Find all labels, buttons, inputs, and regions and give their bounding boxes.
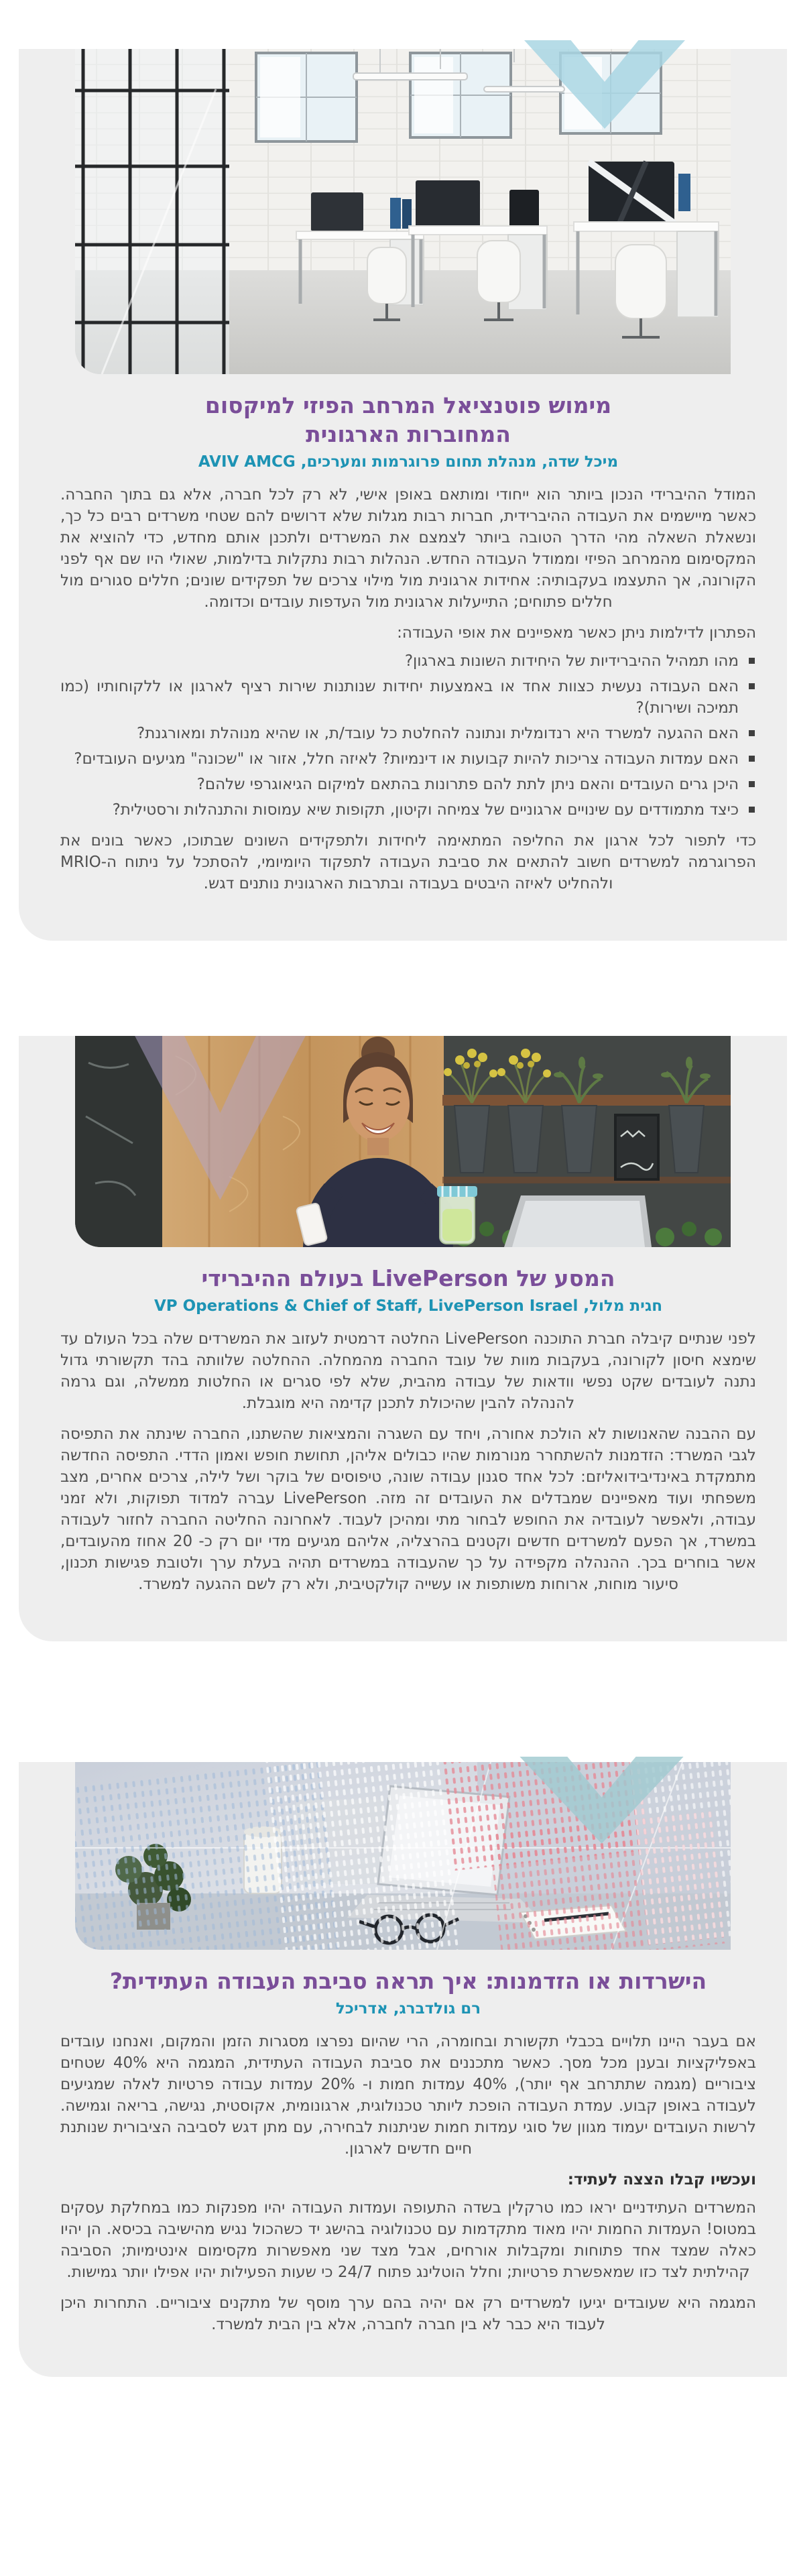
bullet-list xyxy=(60,650,756,821)
paragraph: עם ההבנה שהאנושות לא הולכת אחורה, ויחד עם השגרה והמציאות שהשתנו, החברה שינתה את התפיסה לגבי המשרד: הזדמנות להשתחרר מנורמות שהיו כבולים אליהן, תחושת חופש ואמון הדדי. התפיסה החדשה מתמקדת באינדיבידואליזם: לכל אחד סגנון עבודה שונה, טיפוסים של בוקר ושל לילה, צרכים אחרים, מצב משפחתי ועוד מאפיינים שמבדלים את העובדים זה מזה. LivePerson עברה למדוד תפוקות, ולא זמני עבודה, ולאפשר לעובדיה את החופש לבחור מתי ומהיכן לעבוד. לאחרונה החליטה החברה לחזור לעבודה במשרד, אך הפעם למשרדים חדשים וקטנים בהרצליה, אליהם מגיעים מדי יום רק כ- 20 אחוז מהעובדים, אשר בוחרים בכך. ההנהלה מקפידה על כך שהעבודה במשרדים תהיה בעלת ערך ולטובת פגישות תכנון, סיעור מוחות, ארוחות משותפות או עשייה קולקטיבית, ולא רק לשם ההגעה למשרד. xyxy=(60,1425,756,1593)
article-title: הישרדות או הזדמנות: איך תראה סביבת העבודה העתידית? xyxy=(109,1967,707,1994)
article-title-line-1: מימוש פוטנציאל המרחב הפיזי למיקסום xyxy=(204,392,612,418)
bullet-item: מהו תמהיל ההיברידיות של היחידות השונות בארגון? xyxy=(60,650,756,672)
article-byline: חגית מלול, VP Operations & Chief of Staff, LivePerson Israel xyxy=(154,1297,663,1315)
paragraph: המגמה היא שעובדים יגיעו למשרדים רק אם יהיה בהם ערך מוסף של מתקנים ציבוריים. התחרות היכן לעבוד היא כבר לא בין חברה לחברה, אלא בין הבית למשרד. xyxy=(60,2294,756,2333)
newsletter-page xyxy=(0,49,791,2402)
highlight-heading: ועכשיו קבלו הצצה לעתיד: xyxy=(567,2170,756,2188)
bullet-item: האם ההגעה למשרד היא רנדומלית ונתונה להחלטת כל עובד/ת, או שהיא מנוהלת ומאורגנת? xyxy=(60,723,756,744)
article-title-line-2: המחוברות הארגונית xyxy=(306,420,511,447)
article-body xyxy=(60,484,756,894)
bullet-item: האם העבודה נעשית כצוות אחד או באמצעות יחידות שנותנות שירות רציף לארגון או ללקוחותיו (כמו תמיכה ושירות)? xyxy=(60,676,756,719)
article-title xyxy=(60,392,756,449)
lead-in-line: הפתרון לדילמות ניתן כאשר מאפיינים את אופי העבודה: xyxy=(397,624,756,642)
article-title: המסע של LivePerson בעולם ההיברידי xyxy=(201,1265,615,1291)
article-body xyxy=(60,1328,756,1595)
bullet-item: כיצד מתמודדים עם שינויים ארגוניים של צמיחה וקיטון, תקופות שיא עמוסות והתנהלות ורסטילית? xyxy=(60,799,756,821)
article-card-hybrid-space xyxy=(19,49,787,941)
article-byline: מיכל שדה, מנהלת תחום פרוגרמות ומערכים, AVIV AMCG xyxy=(198,453,619,471)
paragraph: כדי לתפור לכל ארגון את החליפה המתאימה ליחידות ולתפקידים השונים שבתוכו, כאשר בונים את הפרוגרמה למשרדים חשוב להתאים את סביבת העבודה לתפקוד היומיומי, להסתכל על ניתוח ה-MRIO ולהחליט לאיזה היבטים בעבודה ובתרבות הארגונית נותנים דגש. xyxy=(60,831,756,892)
paragraph: המשרדים העתידניים יראו כמו טרקלין בשדה התעופה ועמדות העבודה יהיו מפנקות כמו במחלקת עסקים במטוס! העמדות החמות יהיו מאוד מתקדמות עם טכנולוגיה בהישג יד כשהכול נגיש מהישיבה בכיסא. הן יהיו כאלה שמצד אחד פתוחות ומקבלות אורחים, אבל מצד שני מאפשרות מקסימום אינטימיות; הסביבה קהילתית לצד כזו שמאפשרת פרטיות; וחלל הוטלינג פתוח 24/7 כי שעות הפעילות יהיו אפילו יותר גמישות. xyxy=(60,2199,756,2281)
article-card-future-workspace xyxy=(19,1762,787,2377)
bullet-item: האם עמדות העבודה צריכות להיות קבועות או דינמיות? לאיזה חלל, אזור או "שכונה" מגיעים העובדים? xyxy=(60,748,756,770)
article-byline: רם גולדברג, אדריכל xyxy=(335,1999,481,2017)
bullet-item: היכן גרים העובדים והאם ניתן לתת להם פתרונות בהתאם למיקום הגיאוגרפי שלהם? xyxy=(60,774,756,795)
paragraph: לפני שנתיים קיבלה חברת התוכנה LivePerson החלטה דרמטית לעזוב את המשרדים שלה בכל העולם עד שימצא חיסון לקורונה, בעקבות מוות של עובד החברה מהמחלה. ההחלטה שלוותה בהד תקשורתי גדול נתנה לעובדים שקט נפשי וודאות של עבודה מהבית, שלא לפי סגרים או החלטות ממשלה, וגם גרמה להנהלה להבין שהיכולת לתכנן קדימה היא מוגבלת. xyxy=(60,1330,756,1412)
paragraph: המודל ההיברידי הנכון ביותר הוא ייחודי ומותאם באופן אישי, לא רק לכל חברה, אלא גם בתוך החברה. כאשר מיישמים את העבודה ההיברידית, חברות רבות מגלות שלא דרושים להם שטחי משרדים רבים כל כך, ונשאלת השאלה מהי הדרך הטובה ביותר לצמצם את המשרדים ולתכנן אותם מחדש, כדי להוציא את המקסימום מהמרחב הפיזי וממודל העבודה החדש. הנהלות רבות נתקלות בדילמות, שאולי היו שם אף לפני הקורונה, אך התעצמו בעקבותיה: אחידות ארגונית מול מילוי צרכים של תפקידים שונים; חללים סגורים מול חללים פתוחים; התייעלות ארגונית מול העדפות עובדים וכדומה. xyxy=(60,485,756,611)
article-card-liveperson xyxy=(19,1036,787,1641)
article-body xyxy=(60,2031,756,2335)
page-bottom-spacer xyxy=(0,2377,791,2402)
paragraph: אם בעבר היינו תלויים בכבלי תקשורת ובחומרה, הרי שהיום נפרצו מסגרות הזמן והמקום, ואנחנו עובדים באפליקציות ובענן מכל מסך. כאשר מתכננים את סביבת העבודה העתידית, המגמה היא 40% שטחים ציבוריים (מגמה שתתרחב אף יותר), 40% עמדות חמות ו- 20% עמדות עבודה פרטיות לאלה שמגיעים לעבודה באופן קבוע. עמדת העבודה הופכת ליותר טכנולוגית, ארגונומית, אקוסטית, נגישה, בריאה וגמישה. לרשות העובדים יעמוד מגוון של סוגי עמדות חמות שניתנות לבחירה, עם מתן דגש לסביבה הציבורית שנותנת חיים חדשים לארגון. xyxy=(60,2032,757,2158)
